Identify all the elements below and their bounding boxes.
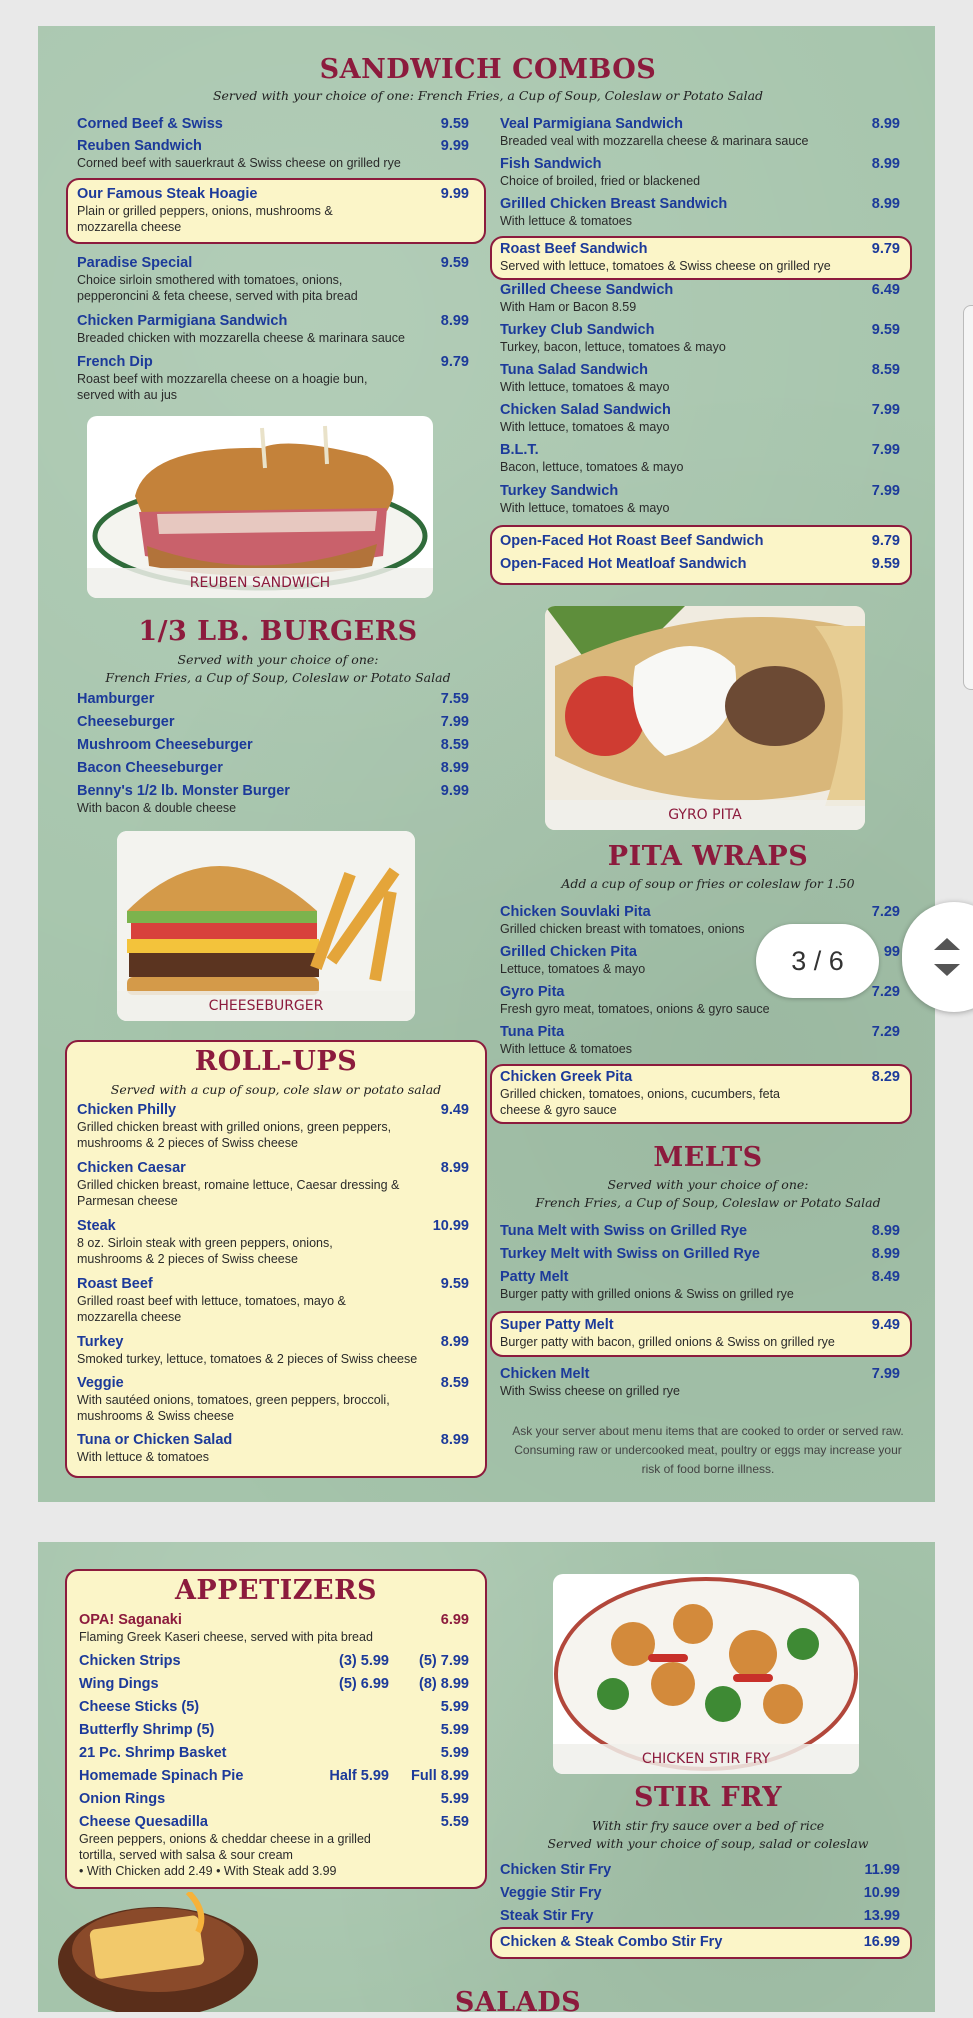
menu-item: B.L.T. 7.99 Bacon, lettuce, tomatoes & mayo [500, 442, 900, 474]
pita-wraps-title: PITA WRAPS [607, 841, 809, 872]
melts-subtitle: Served with your choice of one: [607, 1177, 809, 1192]
menu-item: Tuna Melt with Swiss on Grilled Rye 8.99 [500, 1223, 900, 1239]
rollups-subtitle: Served with a cup of soup, cole slaw or potato salad [110, 1082, 442, 1097]
menu-item: Paradise Special 9.59 Choice sirloin smothered with tomatoes, onions, pepperoncini & feta cheese, served with pita bread [77, 255, 469, 303]
menu-item: Bacon Cheeseburger 8.99 [77, 760, 469, 776]
menu-item: Grilled Cheese Sandwich 6.49 With Ham or Bacon 8.59 [500, 282, 900, 314]
cheeseburger-photo [117, 831, 415, 1021]
menu-item: Gyro Pita 7.29 Fresh gyro meat, tomatoes, onions & gyro sauce [500, 984, 900, 1016]
menu-item: Homemade Spinach Pie Half 5.99 Full 8.99 [79, 1768, 469, 1784]
menu-item: Turkey Melt with Swiss on Grilled Rye 8.99 [500, 1246, 900, 1262]
menu-item: Corned Beef & Swiss 9.59 [77, 116, 469, 132]
menu-item: Chicken Greek Pita 8.29 Grilled chicken, tomatoes, onions, cucumbers, feta cheese & gyro sauce [500, 1069, 900, 1117]
menu-item: Turkey Club Sandwich 9.59 Turkey, bacon, lettuce, tomatoes & mayo [500, 322, 900, 354]
menu-item: Chicken Souvlaki Pita 7.29 Grilled chicken breast with tomatoes, onions [500, 904, 900, 936]
menu-item: Patty Melt 8.49 Burger patty with grilled onions & Swiss on grilled rye [500, 1269, 900, 1301]
side-panel-handle[interactable] [963, 305, 973, 690]
menu-item: Turkey 8.99 Smoked turkey, lettuce, tomatoes & 2 pieces of Swiss cheese [77, 1334, 469, 1366]
menu-item: OPA! Saganaki 6.99 Flaming Greek Kaseri cheese, served with pita bread [79, 1612, 469, 1644]
menu-item: Mushroom Cheeseburger 8.59 [77, 737, 469, 753]
menu-item: Grilled Chicken Breast Sandwich 8.99 With lettuce & tomatoes [500, 196, 900, 228]
menu-item: Veggie Stir Fry 10.99 [500, 1885, 900, 1901]
gyro-pita-photo [545, 606, 865, 830]
menu-item: Tuna Salad Sandwich 8.59 With lettuce, tomatoes & mayo [500, 362, 900, 394]
appetizers-title: APPETIZERS [174, 1575, 378, 1606]
melts-title: MELTS [653, 1142, 763, 1173]
gyro-illustration [545, 606, 865, 830]
menu-item: Grilled Chicken Pita 99 Lettuce, tomatoes & mayo [500, 944, 900, 976]
menu-item: Chicken Philly 9.49 Grilled chicken breast with grilled onions, green peppers, mushrooms & 2 pieces of Swiss cheese [77, 1102, 469, 1150]
scroll-arrows-icon [902, 902, 973, 1012]
menu-item: Tuna Pita 7.29 With lettuce & tomatoes [500, 1024, 900, 1056]
menu-item: Fish Sandwich 8.99 Choice of broiled, fried or blackened [500, 156, 900, 188]
saganaki-photo [38, 1892, 278, 2012]
menu-item: Chicken Parmigiana Sandwich 8.99 Breaded chicken with mozzarella cheese & marinara sauce [77, 313, 469, 345]
sandwich-combos-subtitle: Served with your choice of one: French Fries, a Cup of Soup, Coleslaw or Potato Salad [212, 88, 764, 103]
melts-subtitle-2: French Fries, a Cup of Soup, Coleslaw or Potato Salad [535, 1195, 881, 1210]
photo-caption: REUBEN SANDWICH [87, 568, 433, 598]
photo-caption: GYRO PITA [545, 800, 865, 830]
salads-title: SALADS [454, 1987, 582, 2018]
menu-item: Chicken Caesar 8.99 Grilled chicken breast, romaine lettuce, Caesar dressing & Parmesan cheese [77, 1160, 469, 1208]
menu-item: Chicken Melt 7.99 With Swiss cheese on grilled rye [500, 1366, 900, 1398]
menu-item: Open-Faced Hot Roast Beef Sandwich 9.79 [500, 533, 900, 549]
burgers-title: 1/3 LB. BURGERS [138, 616, 418, 647]
menu-item: Chicken Salad Sandwich 7.99 With lettuce, tomatoes & mayo [500, 402, 900, 434]
menu-item: Veggie 8.59 With sautéed onions, tomatoes, green peppers, broccoli, mushrooms & Swiss cheese [77, 1375, 469, 1423]
menu-item: Veal Parmigiana Sandwich 8.99 Breaded veal with mozzarella cheese & marinara sauce [500, 116, 900, 148]
menu-item: Chicken Stir Fry 11.99 [500, 1862, 900, 1878]
menu-item: Hamburger 7.59 [77, 691, 469, 707]
menu-item: Turkey Sandwich 7.99 With lettuce, tomatoes & mayo [500, 483, 900, 515]
menu-page-3 [38, 26, 935, 1502]
menu-item: Benny's 1/2 lb. Monster Burger 9.99 With bacon & double cheese [77, 783, 469, 815]
menu-item: Tuna or Chicken Salad 8.99 With lettuce & tomatoes [77, 1432, 469, 1464]
photo-caption: CHICKEN STIR FRY [553, 1744, 859, 1774]
stir-fry-subtitle-2: Served with your choice of soup, salad or coleslaw [547, 1836, 869, 1851]
rollups-title: ROLL-UPS [194, 1046, 358, 1077]
menu-item: Steak Stir Fry 13.99 [500, 1908, 900, 1924]
menu-item: Super Patty Melt 9.49 Burger patty with bacon, grilled onions & Swiss on grilled rye [500, 1317, 900, 1349]
menu-item: Cheese Quesadilla 5.59 Green peppers, onions & cheddar cheese in a grilled tortilla, served with salsa & sour cream • With Chicken add 2.49 • With Steak add 3.99 [79, 1814, 469, 1878]
photo-caption: CHEESEBURGER [117, 991, 415, 1021]
menu-item: Roast Beef 9.59 Grilled roast beef with lettuce, tomatoes, mayo & mozzarella cheese [77, 1276, 469, 1324]
stir-fry-subtitle: With stir fry sauce over a bed of rice [591, 1818, 825, 1833]
sandwich-combos-title: SANDWICH COMBOS [319, 54, 657, 85]
page-scroll-handle[interactable] [902, 902, 973, 1012]
menu-item: Chicken & Steak Combo Stir Fry 16.99 [500, 1934, 900, 1950]
scroll-up-icon [934, 938, 960, 950]
chicken-stir-fry-photo [553, 1574, 859, 1774]
menu-item: Onion Rings 5.99 [79, 1791, 469, 1807]
page-indicator: 3 / 6 [756, 924, 879, 998]
menu-item: Butterfly Shrimp (5) 5.99 [79, 1722, 469, 1738]
menu-item: Open-Faced Hot Meatloaf Sandwich 9.59 [500, 556, 900, 572]
menu-item: 21 Pc. Shrimp Basket 5.99 [79, 1745, 469, 1761]
menu-item: Reuben Sandwich 9.99 Corned beef with sauerkraut & Swiss cheese on grilled rye [77, 138, 469, 170]
menu-item: Our Famous Steak Hoagie 9.99 Plain or grilled peppers, onions, mushrooms & mozzarella cheese [77, 186, 469, 234]
stir-fry-title: STIR FRY [633, 1782, 783, 1813]
menu-item: Chicken Strips (3) 5.99 (5) 7.99 [79, 1653, 469, 1669]
pita-wraps-subtitle: Add a cup of soup or fries or coleslaw for 1.50 [561, 876, 855, 891]
scroll-down-icon [934, 964, 960, 976]
menu-item: Roast Beef Sandwich 9.79 Served with lettuce, tomatoes & Swiss cheese on grilled rye [500, 241, 900, 273]
menu-item: Cheese Sticks (5) 5.99 [79, 1699, 469, 1715]
burgers-subtitle-2: French Fries, a Cup of Soup, Coleslaw or Potato Salad [105, 670, 451, 685]
menu-item: French Dip 9.79 Roast beef with mozzarella cheese on a hoagie bun, served with au jus [77, 354, 469, 402]
menu-item: Wing Dings (5) 6.99 (8) 8.99 [79, 1676, 469, 1692]
burgers-subtitle: Served with your choice of one: [177, 652, 379, 667]
reuben-sandwich-photo [87, 416, 433, 598]
menu-item: Steak 10.99 8 oz. Sirloin steak with green peppers, onions, mushrooms & 2 pieces of Swiss cheese [77, 1218, 469, 1266]
menu-page-4 [38, 1542, 935, 2018]
menu-item: Cheeseburger 7.99 [77, 714, 469, 730]
food-safety-note: Ask your server about menu items that are cooked to order or served raw. Consuming raw or undercooked meat, poultry or eggs may increase your risk of food borne illness. [512, 1424, 904, 1476]
